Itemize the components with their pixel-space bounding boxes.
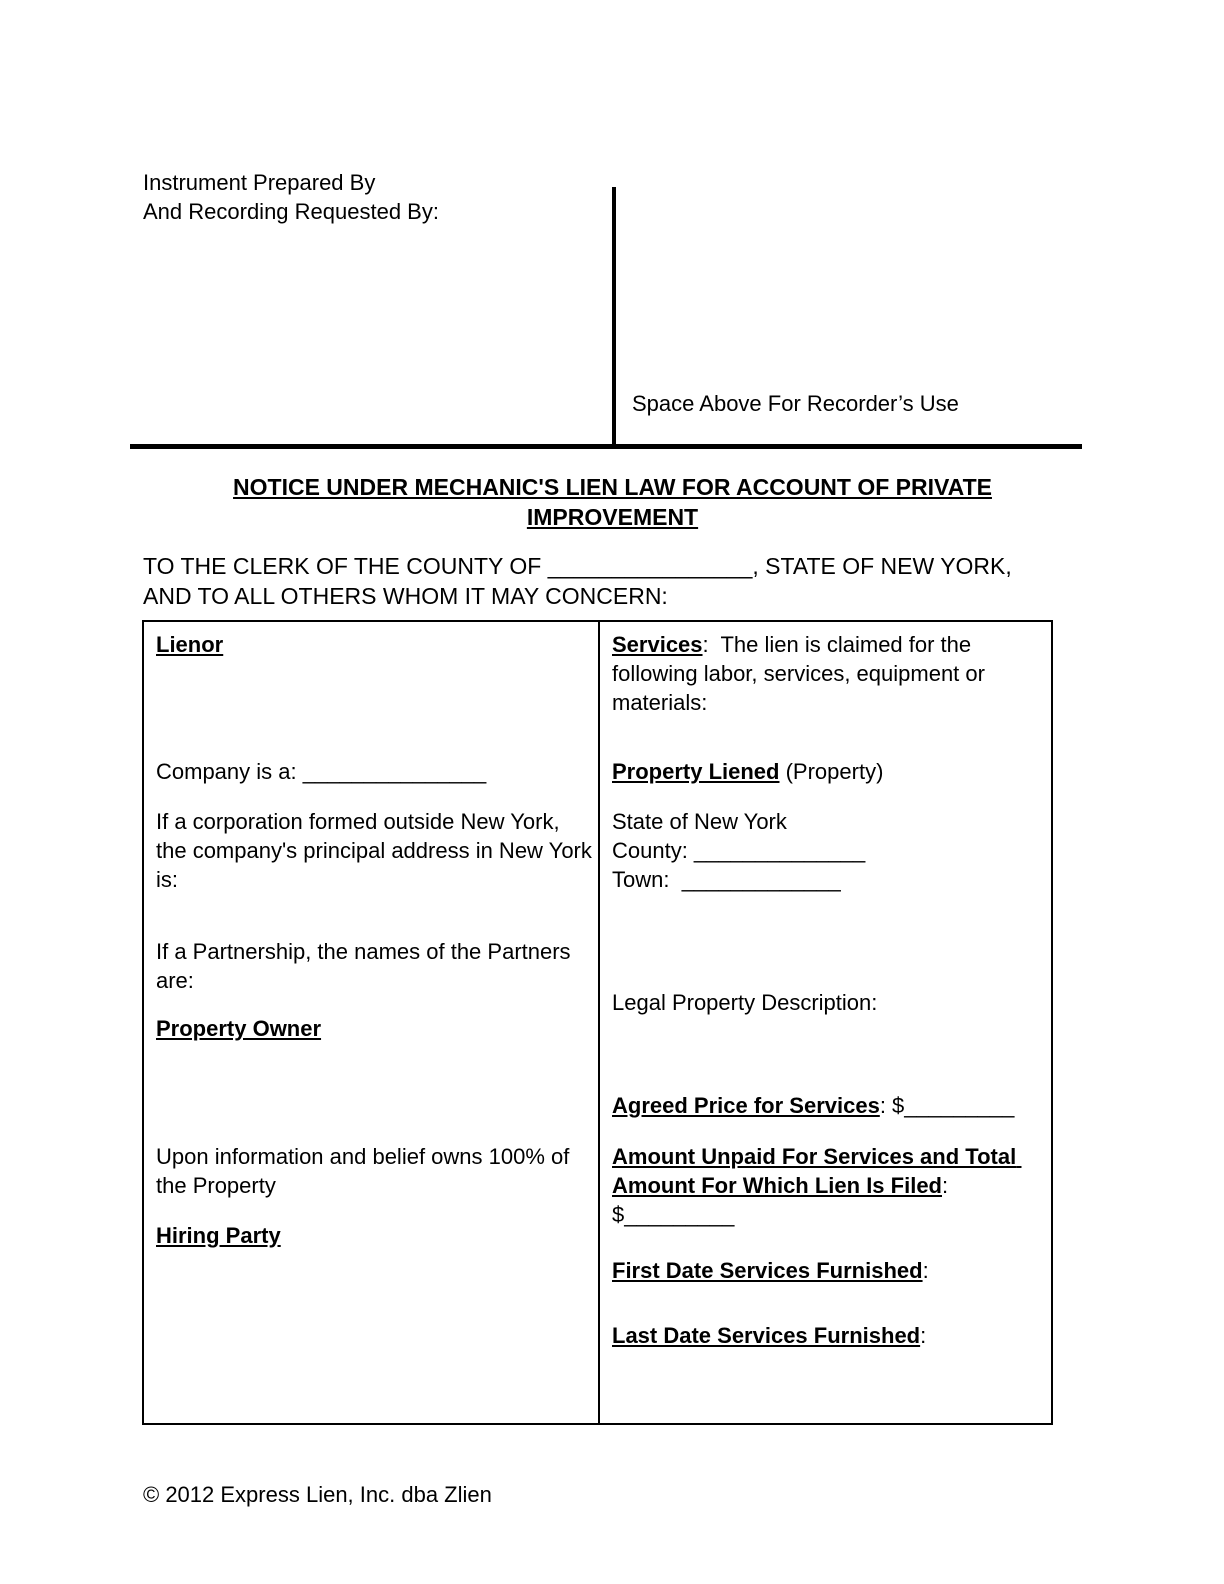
amount-unpaid-label: Amount Unpaid For Services and Total Amount For Which Lien Is Filed	[612, 1144, 1022, 1198]
services-statement	[612, 630, 1045, 717]
prepared-by-line1: Instrument Prepared By	[143, 170, 376, 195]
first-date-label: First Date Services Furnished	[612, 1258, 923, 1283]
amount-unpaid-colon: :	[942, 1173, 949, 1198]
prepared-by-block	[143, 168, 439, 226]
last-date-label: Last Date Services Furnished	[612, 1323, 921, 1348]
last-date-colon: :	[920, 1323, 927, 1348]
state-line: State of New York	[612, 809, 787, 834]
agreed-price-blank: : $_________	[879, 1093, 1015, 1118]
agreed-price-label: Agreed Price for Services	[612, 1093, 880, 1118]
lien-details-table	[142, 620, 1053, 1425]
town-field: Town: _____________	[612, 867, 841, 892]
corporation-address-field: If a corporation formed outside New York, the company's principal address in New York is:	[156, 809, 598, 892]
amount-unpaid-heading	[612, 1142, 1045, 1200]
property-location-block	[612, 807, 1045, 894]
services-column	[600, 622, 1051, 1423]
recorder-note: Space Above For Recorder’s Use	[632, 391, 959, 416]
copyright-note: © 2012 Express Lien, Inc. dba Zlien	[143, 1482, 492, 1507]
first-date-field	[612, 1256, 1045, 1285]
page-title	[143, 472, 1082, 532]
lienor-heading: Lienor	[156, 632, 224, 657]
property-liened-label: Property Liened	[612, 759, 780, 784]
lienor-column	[144, 622, 600, 1423]
addressee-line1: TO THE CLERK OF THE COUNTY OF ________________, STATE OF NEW YORK,	[143, 553, 1012, 579]
addressee-line2: AND TO ALL OTHERS WHOM IT MAY CONCERN:	[143, 583, 668, 609]
addressee-block	[143, 551, 1083, 611]
page-title-line1: NOTICE UNDER MECHANIC'S LIEN LAW FOR ACCOUNT OF PRIVATE	[233, 474, 992, 500]
company-type-field: Company is a: _______________	[156, 759, 487, 784]
page-title-line2: IMPROVEMENT	[526, 504, 699, 530]
property-liened-heading	[612, 757, 1045, 786]
services-text: : The lien is claimed for the following labor, services, equipment or materials:	[612, 632, 992, 715]
county-field: County: ______________	[612, 838, 866, 863]
agreed-price-field	[612, 1091, 1045, 1120]
partnership-names-field: If a Partnership, the names of the Partners are:	[156, 939, 577, 993]
hiring-party-heading: Hiring Party	[156, 1223, 281, 1248]
header-rule	[130, 444, 1082, 449]
services-label: Services	[612, 632, 703, 657]
recorder-divider-line	[612, 187, 616, 448]
property-liened-suffix: (Property)	[779, 759, 884, 784]
property-owner-heading: Property Owner	[156, 1016, 322, 1041]
last-date-field	[612, 1321, 1045, 1350]
legal-description-label: Legal Property Description:	[612, 990, 878, 1015]
prepared-by-line2: And Recording Requested By:	[143, 199, 439, 224]
ownership-statement: Upon information and belief owns 100% of the Property	[156, 1144, 576, 1198]
first-date-colon: :	[922, 1258, 929, 1283]
amount-unpaid-blank: $_________	[612, 1202, 735, 1227]
